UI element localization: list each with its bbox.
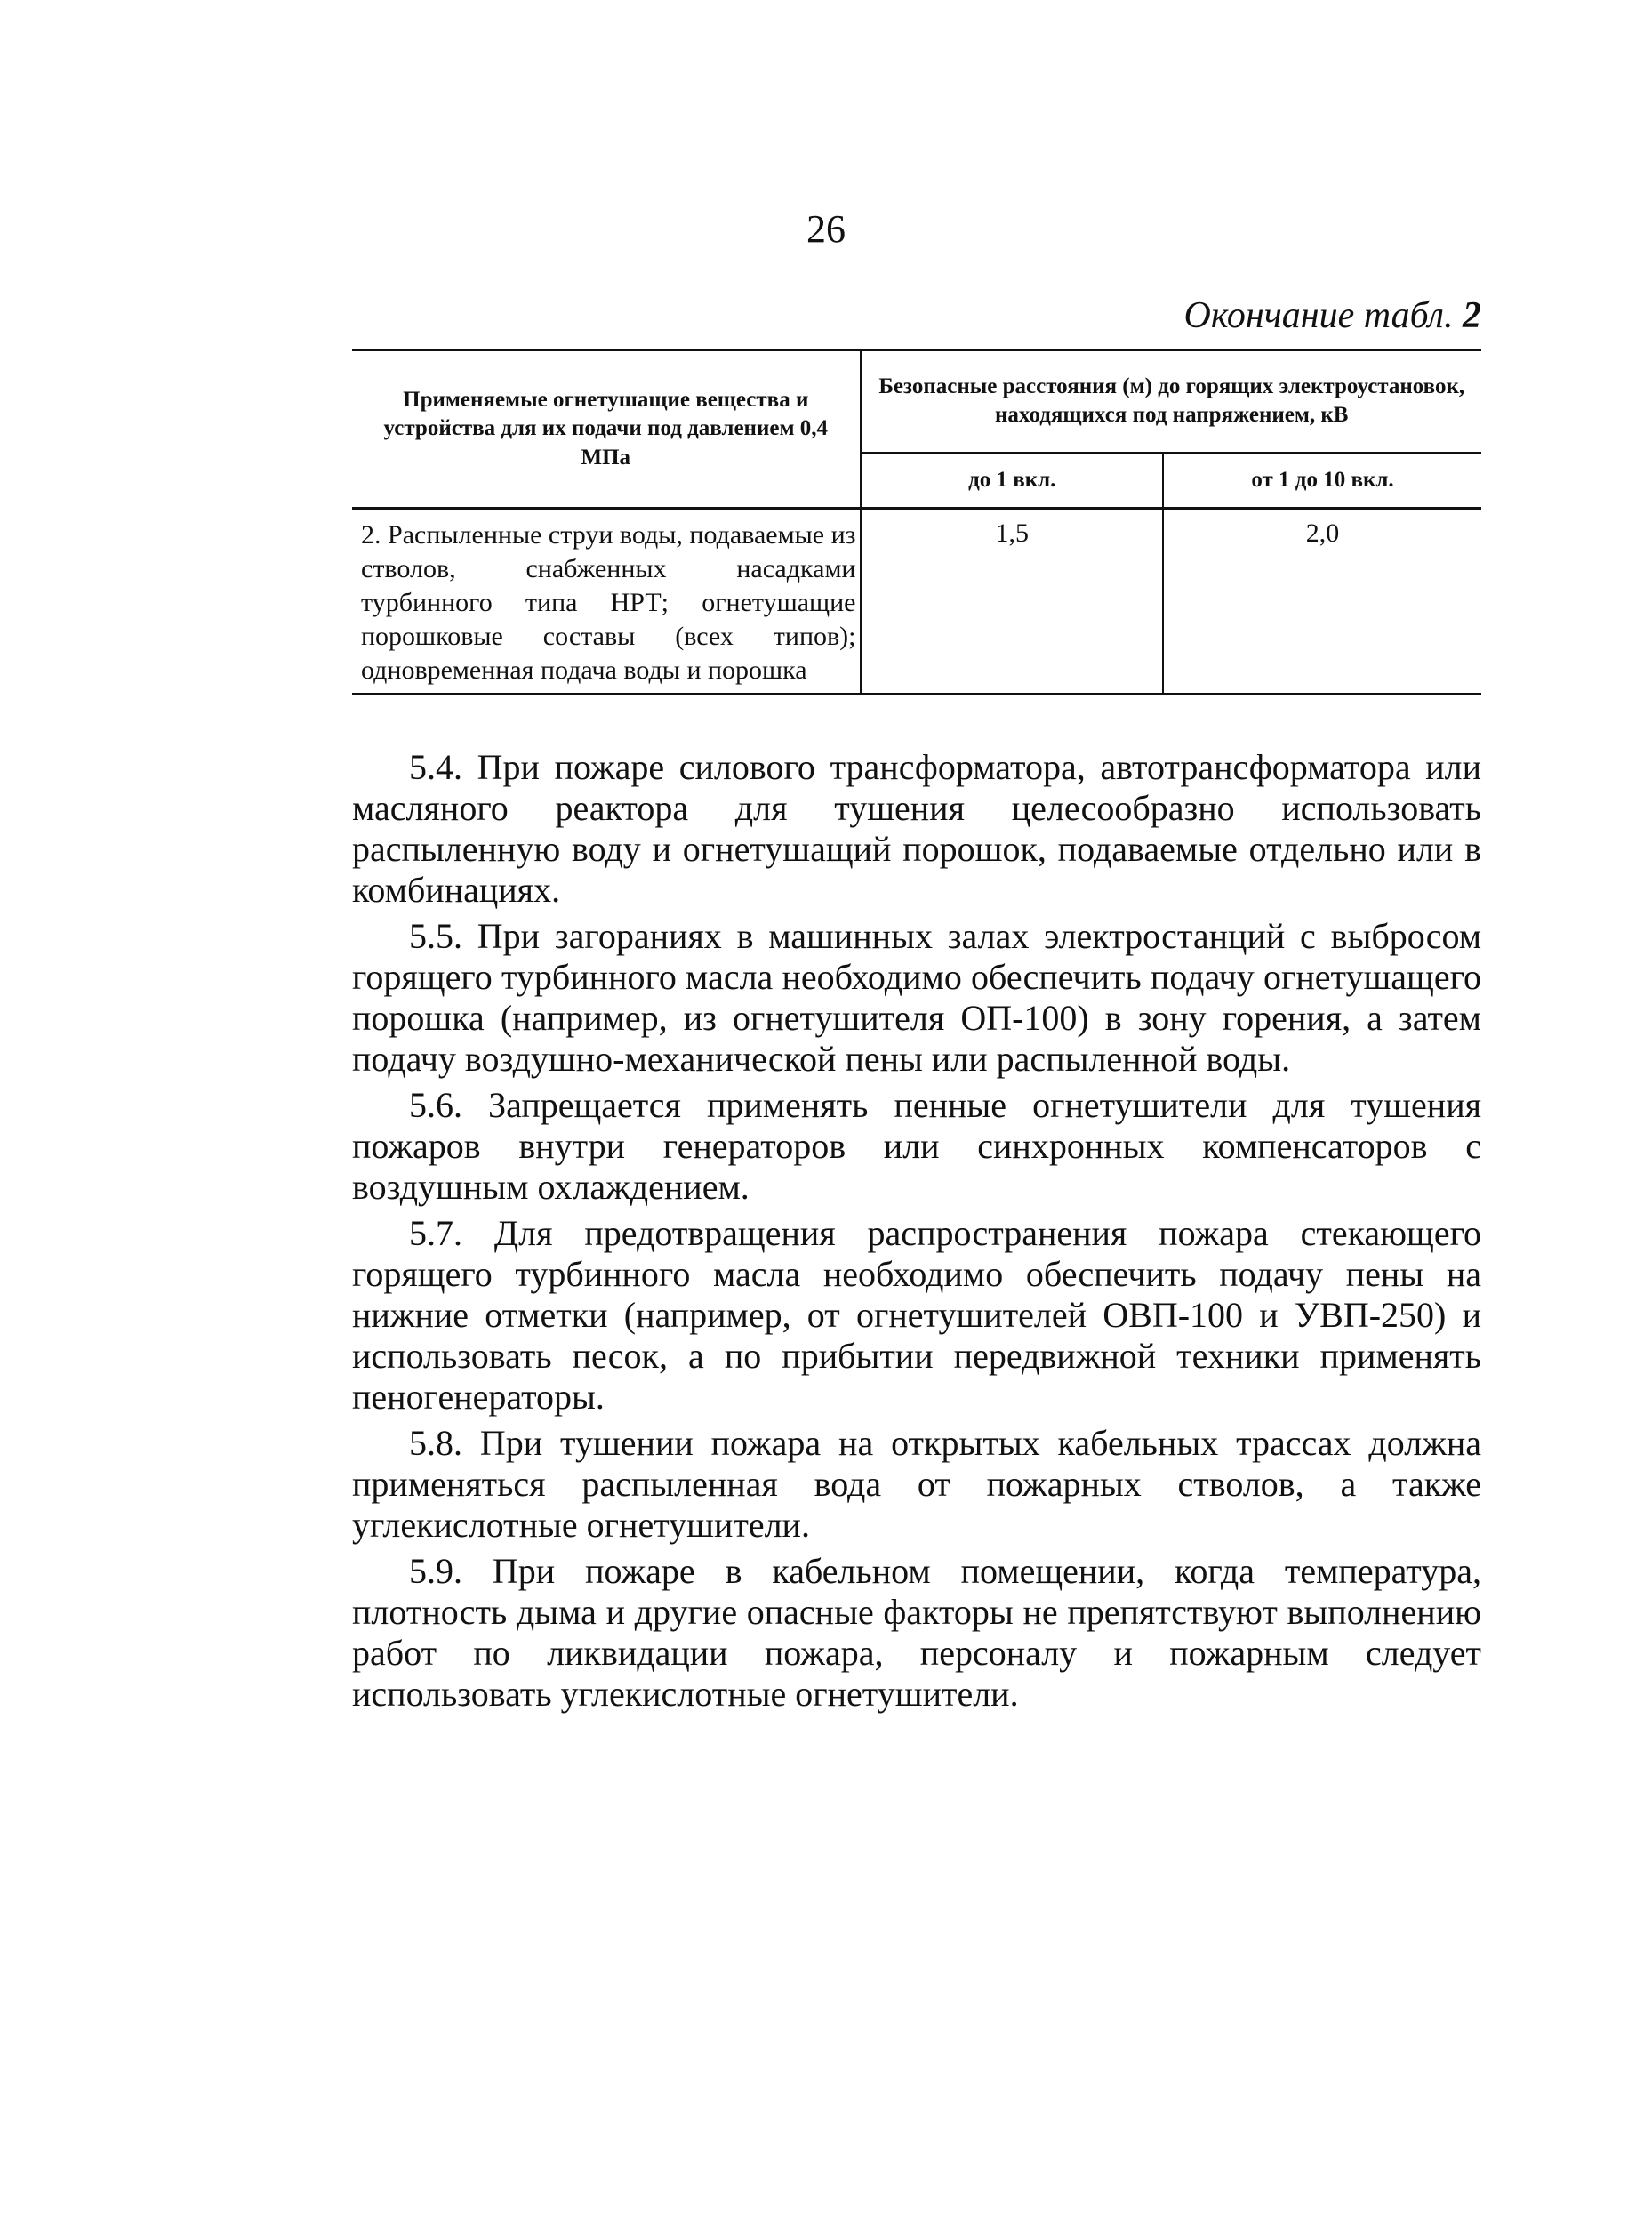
header-safe-distances: Безопасные расстояния (м) до горящих электроустановок, находящихся под напряжением, кВ <box>861 350 1481 453</box>
header-substance: Применяемые огнетушащие вещества и устройства для их подачи под давлением 0,4 МПа <box>352 350 861 509</box>
paragraph-5-5: 5.5. При загораниях в машинных залах электростанций с выбросом горящего турбинного масла необходимо обеспечить подачу огнетушащего порошка (например, из огнетушителя ОП-100) в зону горения, а затем подачу воздушно-механической пены или распыленной воды. <box>352 916 1481 1079</box>
row-substance: 2. Распыленные струи воды, подаваемые из стволов, снабженных насадками турбинного типа НРТ; огнетушащие порошковые составы (всех типов); одновременная подача воды и порошка <box>352 509 861 695</box>
row-value-1-to-10kv: 2,0 <box>1163 509 1481 695</box>
paragraph-5-4: 5.4. При пожаре силового трансформатора, автотрансформатора или масляного реактора для тушения целесообразно использовать распыленную воду и огнетушащий порошок, подаваемые отдельно или в комбинациях. <box>352 747 1481 910</box>
header-1-to-10kv: от 1 до 10 вкл. <box>1163 453 1481 509</box>
paragraph-5-9: 5.9. При пожаре в кабельном помещении, когда температура, плотность дыма и другие опасные факторы не препятствуют выполнению работ по ликвидации пожара, персоналу и пожарным следует использовать углекислотные огнетушители. <box>352 1551 1481 1714</box>
paragraph-5-8: 5.8. При тушении пожара на открытых кабельных трассах должна применяться распыленная вода от пожарных стволов, а также углекислотные огнетушители. <box>352 1423 1481 1545</box>
row-value-up-to-1kv: 1,5 <box>861 509 1163 695</box>
page-number: 26 <box>806 207 846 251</box>
header-up-to-1kv: до 1 вкл. <box>861 453 1163 509</box>
table-caption <box>1184 293 1481 338</box>
body-text <box>352 747 1481 1720</box>
table-caption-number: 2 <box>1463 295 1481 336</box>
paragraph-5-7: 5.7. Для предотвращения распространения пожара стекающего горящего турбинного масла необходимо обеспечить подачу пены на нижние отметки (например, от огнетушителей ОВП-100 и УВП-250) и использовать песок, а по прибытии передвижной техники применять пеногенераторы. <box>352 1213 1481 1417</box>
safe-distances-table <box>352 349 1481 695</box>
data-table <box>352 349 1481 695</box>
table-caption-text: Окончание табл. <box>1183 295 1454 336</box>
table-row <box>352 509 1481 695</box>
paragraph-5-6: 5.6. Запрещается применять пенные огнетушители для тушения пожаров внутри генераторов или синхронных компенсаторов с воздушным охлаждением. <box>352 1085 1481 1207</box>
